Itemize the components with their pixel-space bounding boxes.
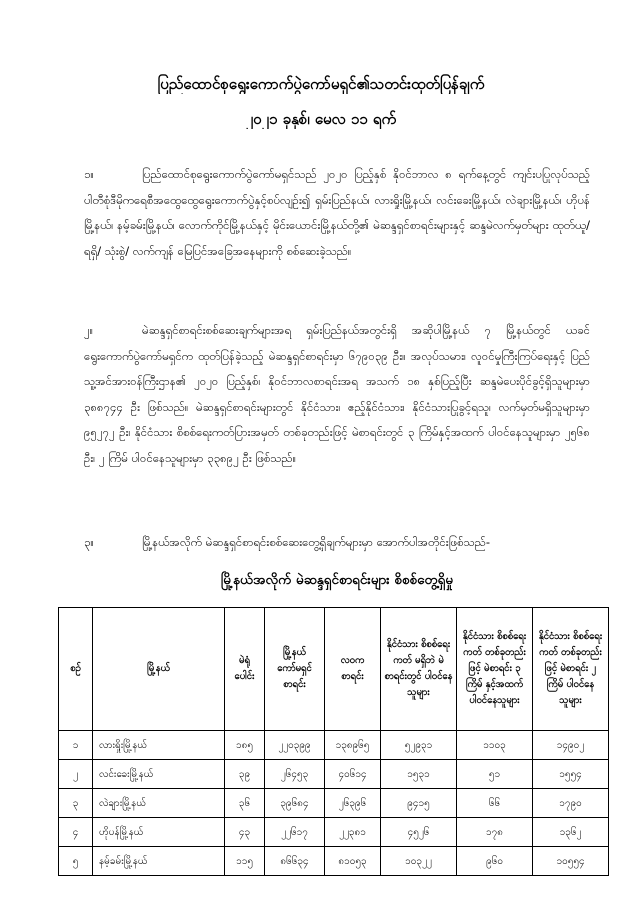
table-row xyxy=(59,818,609,847)
table-cell: ၉၄၁၅ xyxy=(381,789,457,818)
table-cell: ၄၃ xyxy=(225,818,265,847)
header-cell: လဝက စာရင်း xyxy=(325,608,381,731)
table-cell: ၂၆၃၉၆ xyxy=(325,789,381,818)
table-cell: ၁၅၅၄ xyxy=(533,760,609,789)
table-cell: ၂၂၃၈၁ xyxy=(325,818,381,847)
document-title: ပြည်ထောင်စုရွေးကောက်ပွဲကော်မရှင်၏သတင်းထုတ်ပြန်ချက် xyxy=(157,75,485,93)
table-row xyxy=(59,847,609,876)
table-cell: ၁၃၈၉၆၅ xyxy=(325,731,381,760)
table-cell: ဟိုပန်မြို့နယ် xyxy=(93,818,225,847)
table-cell: ၂၂၆၁၇ xyxy=(265,818,325,847)
table-cell: လင်းခေးမြို့နယ် xyxy=(93,760,225,789)
table-cell: ၁၄၉၀၂ xyxy=(533,731,609,760)
table-cell: ၈၆၆၃၄ xyxy=(265,847,325,876)
paragraph-2 xyxy=(84,318,590,526)
table-cell: ၁၃၆၂ xyxy=(533,818,609,847)
paragraph-number: ၁။ xyxy=(84,167,94,181)
table-cell: လဲချားမြို့နယ် xyxy=(93,789,225,818)
table-cell: ၃၉ xyxy=(225,760,265,789)
table-title: မြို့နယ်အလိုက် မဲဆန္ဒရှင်စာရင်းများ စိစစ်တွေ့ရှိမှု xyxy=(220,572,454,588)
table-cell: ၅၁ xyxy=(457,760,533,789)
header-cell: စဉ် xyxy=(59,608,93,731)
table-cell: ၉၆၀ xyxy=(457,847,533,876)
table-cell: ၈၁၀၅၃ xyxy=(325,847,381,876)
table-cell: ၄၀၆၁၄ xyxy=(325,760,381,789)
document-date: ၂၀၂၁ ခုနှစ်၊ မေလ ၁၁ ရက် xyxy=(245,110,397,128)
table-row xyxy=(59,731,609,760)
table-cell: ၁ xyxy=(59,731,93,760)
table-cell: လားရှိုးမြို့နယ် xyxy=(93,731,225,760)
table-cell: ၂၆၄၅၃ xyxy=(265,760,325,789)
table-cell: ၅ xyxy=(59,847,93,876)
table-row xyxy=(59,760,609,789)
table-cell: ၆၆ xyxy=(457,789,533,818)
paragraph-text: မဲဆန္ဒရှင်စာရင်းစစ်ဆေးချက်များအရ ရှမ်းပြည်နယ်အတွင်းရှိ အဆိုပါမြို့နယ် ၇ မြို့နယ်တွင် ယခင် ရွေးကောက်ပွဲကော်မရှင်က ထုတ်ပြန်ခဲ့သည့် မဲဆန္ဒရှင်စာရင်းမှာ ၆၇၉၀၃၉ ဦး။ အလုပ်သမား၊ လူဝင်မှုကြီးကြပ်ရေးနှင့် ပြည်သူ့အင်အားဝန်ကြီးဌာန၏ ၂၀၂၀ ပြည့်နှစ်၊ နိုဝင်ဘာလစာရင်းအရ အသက် ၁၈ နှစ်ပြည့်ပြီး ဆန္ဒမဲပေးပိုင်ခွင့်ရှိသူများမှာ ၃၈၈၇၄၄ ဦး ဖြစ်သည်။ မဲဆန္ဒရှင်စာရင်းများတွင် နိုင်ငံသား၊ ဧည့်နိုင်ငံသား၊ နိုင်ငံသားပြုခွင့်ရသူ၊ လက်မှတ်မရှိသူများမှာ ၉၅၂၇၂ ဦး၊ နိုင်ငံသား စိစစ်ရေးကတ်ပြားအမှတ် တစ်ခုတည်းဖြင့် မဲစာရင်းတွင် ၃ ကြိမ်နှင့်အထက် ပါဝင်နေသူများမှာ ၂၅၆၈ ဦး၊ ၂ ကြိမ် ပါဝင်နေသူများမှာ ၃၃၈၉၂ ဦး ဖြစ်သည်။ xyxy=(84,323,590,465)
table-cell: ၁၁၅ xyxy=(225,847,265,876)
table-cell: ၁၁၀၃ xyxy=(457,731,533,760)
header-cell: နိုင်ငံသား စိစစ်ရေးကတ် မရှိဘဲ မဲစာရင်းတွင် ပါဝင်နေသူများ xyxy=(381,608,457,731)
table-cell: ၄ xyxy=(59,818,93,847)
table-row xyxy=(59,789,609,818)
header-cell: မြို့နယ် xyxy=(93,608,225,731)
paragraph-3 xyxy=(84,530,590,556)
township-table xyxy=(58,607,609,876)
table-cell: ၅၂၉၃၁ xyxy=(381,731,457,760)
header-cell: မဲရုံ ပေါင်း xyxy=(225,608,265,731)
table-cell: ၁၇၉၀ xyxy=(533,789,609,818)
table-cell: ၁၈၅ xyxy=(225,731,265,760)
table-cell: ၂ xyxy=(59,760,93,789)
table-cell: ၁၇၈ xyxy=(457,818,533,847)
table-cell: နမ့်ခမ်းမြို့နယ် xyxy=(93,847,225,876)
table-header-row xyxy=(59,608,609,731)
header-cell: နိုင်ငံသား စိစစ်ရေးကတ် တစ်ခုတည်းဖြင့် မဲစာရင်း ၂ ကြိမ် ပါဝင်နေသူများ xyxy=(533,608,609,731)
table-cell: ၁၀၅၅၄ xyxy=(533,847,609,876)
table-cell: ၃ xyxy=(59,789,93,818)
table-cell: ၁၅၃၁ xyxy=(381,760,457,789)
table-cell: ၂၂၀၃၉၉ xyxy=(265,731,325,760)
table-cell: ၃၆ xyxy=(225,789,265,818)
paragraph-1 xyxy=(84,162,590,290)
paragraph-number: ၂။ xyxy=(84,323,94,337)
paragraph-text: မြို့နယ်အလိုက် မဲဆန္ဒရှင်စာရင်းစစ်ဆေးတွေ့ရှိချက်များမှာ အောက်ပါအတိုင်းဖြစ်သည်- xyxy=(142,535,490,549)
table-cell: ၃၉၆၈၄ xyxy=(265,789,325,818)
header-cell: မြို့နယ် ကော်မရှင် စာရင်း xyxy=(265,608,325,731)
paragraph-text: ပြည်ထောင်စုရွေးကောက်ပွဲကော်မရှင်သည် ၂၀၂၀ ပြည့်နှစ် နိုဝင်ဘာလ ၈ ရက်နေ့တွင် ကျင်းပပြုလုပ်သည့် ပါတီစုံဒီမိုကရေစီအထွေထွေရွေးကောက်ပွဲနှင့်စပ်လျဉ်း၍ ရှမ်းပြည်နယ်၊ လားရှိုးမြို့နယ်၊ လင်းခေးမြို့နယ်၊ လဲချားမြို့နယ်၊ ဟိုပန်မြို့နယ်၊ နမ့်ခမ်းမြို့နယ်၊ လောက်ကိုင်မြို့နယ်နှင့် မိုင်းယောင်းမြို့နယ်တို့၏ မဲဆန္ဒရှင်စာရင်းများနှင့် ဆန္ဒမဲလက်မှတ်များ ထုတ်ယူ/ ရရှိ/ သုံးစွဲ/ လက်ကျန် မြေပြင်အခြေအနေများကို စစ်ဆေးခဲ့သည်။ xyxy=(84,167,590,258)
table-cell: ၁၀၃၂၂ xyxy=(381,847,457,876)
table-cell: ၄၅၂၆ xyxy=(381,818,457,847)
paragraph-number: ၃။ xyxy=(84,535,94,549)
header-cell: နိုင်ငံသား စိစစ်ရေးကတ် တစ်ခုတည်းဖြင့် မဲစာရင်း ၃ ကြိမ် နှင့်အထက် ပါဝင်နေသူများ xyxy=(457,608,533,731)
